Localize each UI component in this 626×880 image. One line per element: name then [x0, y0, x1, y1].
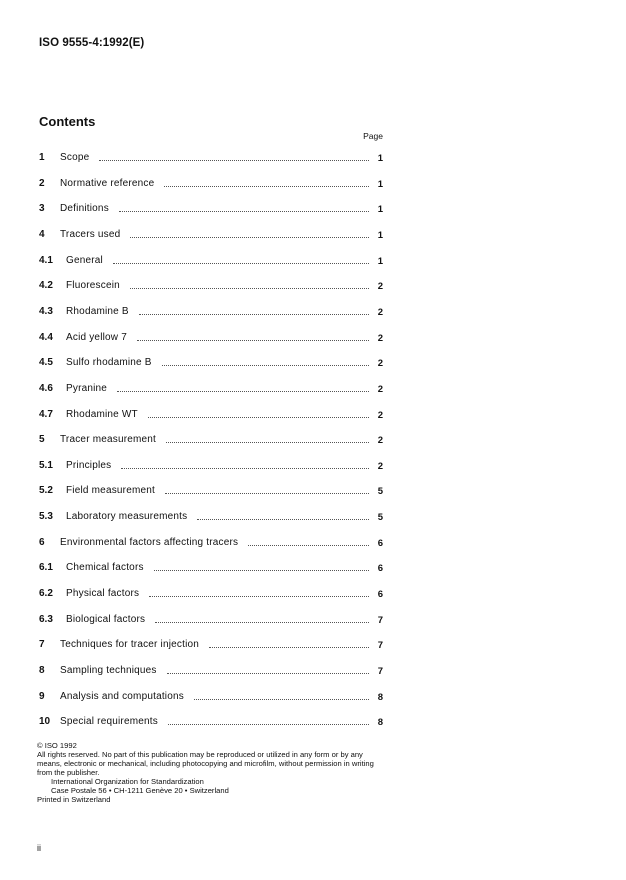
toc-page-number: 6	[377, 563, 383, 575]
toc-row	[39, 228, 383, 242]
toc-page-number: 2	[377, 435, 383, 447]
toc-row	[39, 613, 383, 627]
toc-number: 4.6	[39, 382, 53, 394]
toc-leader-dots	[167, 673, 369, 674]
toc-leader-dots	[148, 417, 369, 418]
toc-row	[39, 356, 383, 370]
toc-page-number: 1	[377, 178, 383, 190]
toc-page-number: 2	[377, 460, 383, 472]
toc-number: 6.2	[39, 588, 53, 600]
toc-title: Rhodamine B	[66, 305, 129, 317]
toc-page-number: 2	[377, 409, 383, 421]
toc-row	[39, 690, 383, 704]
toc-number: 4.5	[39, 357, 53, 369]
toc-page-number: 6	[377, 537, 383, 549]
toc-number: 1	[39, 152, 45, 163]
toc-number: 6.1	[39, 562, 53, 574]
toc-number: 6.3	[39, 613, 53, 625]
toc-page-number: 6	[377, 589, 383, 601]
toc-title: Fluorescein	[66, 280, 120, 292]
toc-row	[39, 715, 383, 729]
toc-row	[39, 382, 383, 396]
toc-number: 4	[39, 228, 45, 240]
toc-title: Physical factors	[66, 588, 140, 600]
toc-page-number: 1	[377, 229, 383, 241]
contents-title: Contents	[39, 114, 96, 129]
toc-title: Techniques for tracer injection	[60, 639, 200, 651]
toc-leader-dots	[99, 160, 369, 161]
toc-row	[39, 484, 383, 498]
toc-page-number: 8	[377, 691, 383, 703]
toc-title: Pyranine	[66, 382, 108, 394]
toc-leader-dots	[197, 519, 369, 520]
toc-page-number: 2	[377, 358, 383, 370]
toc-leader-dots	[121, 468, 369, 469]
toc-leader-dots	[162, 365, 369, 366]
toc-leader-dots	[117, 391, 369, 392]
toc-row	[39, 254, 383, 268]
toc-title: Principles	[66, 459, 112, 471]
document-id: ISO 9555-4:1992(E)	[39, 37, 145, 49]
toc-title: Sulfo rhodamine B	[66, 357, 152, 369]
toc-row	[39, 510, 383, 524]
toc-number: 3	[39, 203, 45, 215]
toc-number: 4.3	[39, 305, 53, 317]
toc-row	[39, 177, 383, 191]
toc-number: 5.3	[39, 511, 53, 523]
toc-number: 2	[39, 177, 45, 189]
toc-title: Chemical factors	[66, 562, 144, 574]
toc-page-number: 1	[377, 204, 383, 216]
toc-page-number: 8	[377, 717, 383, 729]
toc-leader-dots	[130, 237, 369, 238]
toc-number: 5.2	[39, 485, 53, 497]
toc-leader-dots	[168, 724, 369, 725]
toc-page-number: 2	[377, 332, 383, 344]
toc-number: 4.1	[39, 254, 53, 266]
toc-title: Analysis and computations	[60, 690, 184, 702]
org-name: International Organization for Standardization	[51, 777, 204, 786]
toc-number: 9	[39, 690, 45, 702]
toc-page-number: 7	[377, 666, 383, 677]
toc-title: Scope	[60, 152, 90, 163]
toc-leader-dots	[149, 596, 369, 597]
toc-page-number: 7	[377, 614, 383, 626]
toc-page-number: 5	[377, 486, 383, 498]
toc-number: 10	[39, 716, 51, 728]
toc-title: Biological factors	[66, 613, 146, 625]
toc-leader-dots	[130, 288, 369, 289]
toc-row	[39, 151, 383, 165]
toc-row	[39, 305, 383, 319]
toc-page-number: 1	[377, 153, 383, 164]
toc-title: Acid yellow 7	[66, 331, 127, 343]
toc-leader-dots	[164, 186, 369, 187]
toc-title: Tracer measurement	[60, 434, 157, 446]
toc-row	[39, 536, 383, 550]
toc-title: Sampling techniques	[60, 665, 157, 676]
toc-page-number: 5	[377, 512, 383, 524]
toc-page-number: 2	[377, 383, 383, 395]
toc-leader-dots	[154, 570, 369, 571]
toc-row	[39, 408, 383, 422]
toc-leader-dots	[165, 493, 369, 494]
printed-in: Printed in Switzerland	[37, 795, 111, 804]
toc-row	[39, 664, 383, 678]
toc-title: Definitions	[60, 203, 109, 215]
copyright-notice: © ISO 1992	[37, 741, 77, 750]
org-address: Case Postale 56 • CH-1211 Genève 20 • Switzerland	[51, 786, 229, 795]
toc-leader-dots	[209, 647, 369, 648]
toc-title: Tracers used	[60, 228, 121, 240]
toc-title: Special requirements	[60, 716, 158, 728]
toc-leader-dots	[155, 622, 369, 623]
toc-row	[39, 459, 383, 473]
toc-number: 5	[39, 434, 45, 446]
toc-page-number: 1	[377, 255, 383, 267]
page-column-header: Page	[363, 131, 383, 141]
toc-leader-dots	[139, 314, 369, 315]
toc-page-number: 2	[377, 306, 383, 318]
toc-page-number: 2	[377, 281, 383, 293]
toc-leader-dots	[113, 263, 369, 264]
toc-row	[39, 587, 383, 601]
toc-row	[39, 331, 383, 345]
toc-row	[39, 202, 383, 216]
toc-title: Laboratory measurements	[66, 511, 188, 523]
page-folio: ii	[37, 843, 41, 853]
toc-leader-dots	[137, 340, 369, 341]
toc-title: Environmental factors affecting tracers	[60, 536, 239, 548]
toc-title: Rhodamine WT	[66, 408, 138, 420]
toc-page-number: 7	[377, 640, 383, 652]
toc-row	[39, 279, 383, 293]
toc-number: 5.1	[39, 459, 53, 471]
toc-row	[39, 433, 383, 447]
toc-leader-dots	[166, 442, 369, 443]
toc-title: Normative reference	[60, 177, 155, 189]
toc-number: 7	[39, 639, 45, 651]
copyright-block	[37, 741, 387, 804]
copyright-rights: All rights reserved. No part of this publication may be reproduced or utilized in any form or by any means, electronic or mechanical, including photocopying and microfilm, without permission in writing from the publisher.	[37, 750, 374, 777]
toc-number: 8	[39, 665, 45, 676]
toc-number: 4.7	[39, 408, 53, 420]
toc-number: 4.4	[39, 331, 53, 343]
toc-leader-dots	[194, 699, 369, 700]
toc-leader-dots	[248, 545, 369, 546]
toc-row	[39, 561, 383, 575]
toc-row	[39, 638, 383, 652]
toc-number: 6	[39, 536, 45, 548]
toc-number: 4.2	[39, 280, 53, 292]
toc-leader-dots	[119, 211, 369, 212]
toc-title: General	[66, 254, 103, 266]
toc-title: Field measurement	[66, 485, 155, 497]
